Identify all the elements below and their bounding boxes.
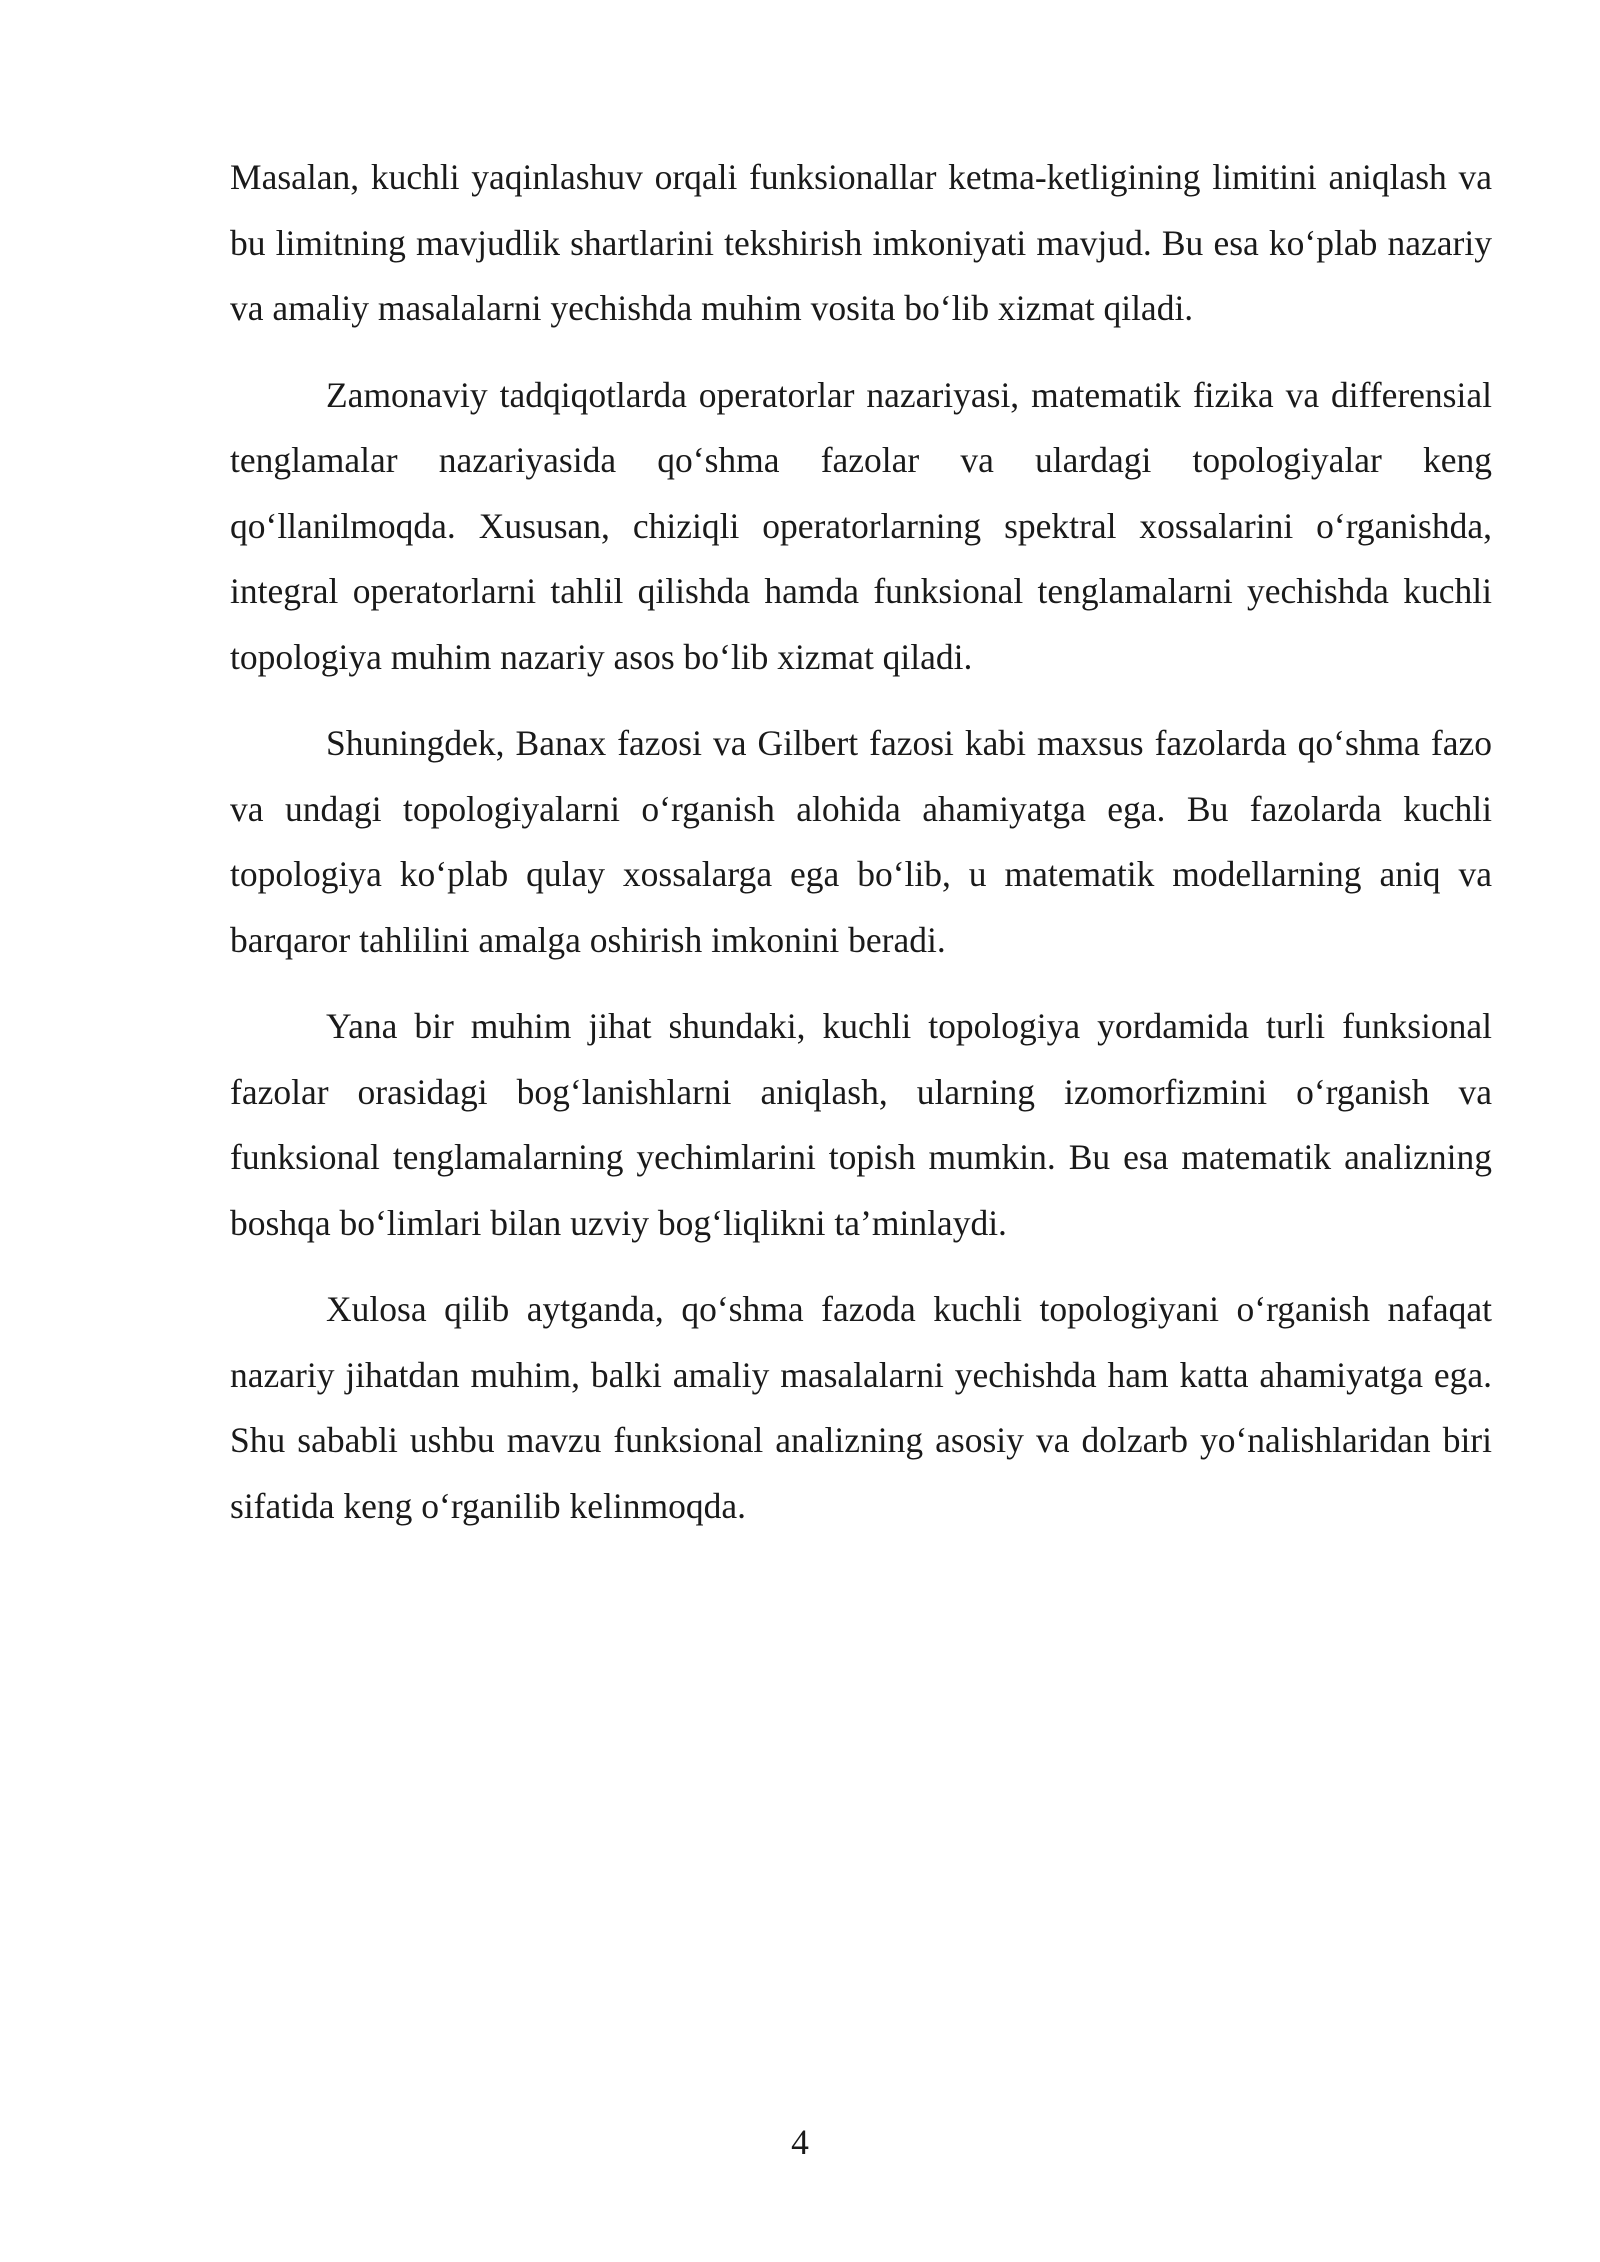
paragraph-functional-spaces: Yana bir muhim jihat shundaki, kuchli topologiya yordamida turli funksional fazolar orasidagi bog‘lanishlarni aniqlash, ularning izomorfizmini o‘rganish va funksional tenglamalarning yechimlarini topish mumkin. Bu esa matematik analizning boshqa bo‘limlari bilan uzviy bog‘liqlikni ta’minlaydi.	[230, 1006, 1492, 1243]
paragraph-conclusion: Xulosa qilib aytganda, qo‘shma fazoda kuchli topologiyani o‘rganish nafaqat nazariy jihatdan muhim, balki amaliy masalalarni yechishda ham katta ahamiyatga ega. Shu sababli ushbu mavzu funksional analizning asosiy va dolzarb yo‘nalishlaridan biri sifatida keng o‘rganilib kelinmoqda.	[230, 1289, 1492, 1526]
page-number: 4	[791, 2122, 809, 2162]
paragraph-modern-research: Zamonaviy tadqiqotlarda operatorlar nazariyasi, matematik fizika va differensial tenglamalar nazariyasida qo‘shma fazolar va ulardagi topologiyalar keng qo‘llanilmoqda. Xususan, chiziqli operatorlarning spektral xossalarini o‘rganishda, integral operatorlarni tahlil qilishda hamda funksional tenglamalarni yechishda kuchli topologiya muhim nazariy asos bo‘lib xizmat qiladi.	[230, 374, 1492, 677]
paragraph-banach-hilbert: Shuningdek, Banax fazosi va Gilbert fazosi kabi maxsus fazolarda qo‘shma fazo va undagi topologiyalarni o‘rganish alohida ahamiyatga ega. Bu fazolarda kuchli topologiya ko‘plab qulay xossalarga ega bo‘lib, u matematik modellarning aniq va barqaror tahlilini amalga oshirish imkonini beradi.	[230, 723, 1492, 960]
paragraph-continuation: Masalan, kuchli yaqinlashuv orqali funksionallar ketma-ketligining limitini aniqlash va bu limitning mavjudlik shartlarini tekshirish imkoniyati mavjud. Bu esa ko‘plab nazariy va amaliy masalalarni yechishda muhim vosita bo‘lib xizmat qiladi.	[230, 157, 1492, 328]
document-body	[230, 145, 1492, 1560]
